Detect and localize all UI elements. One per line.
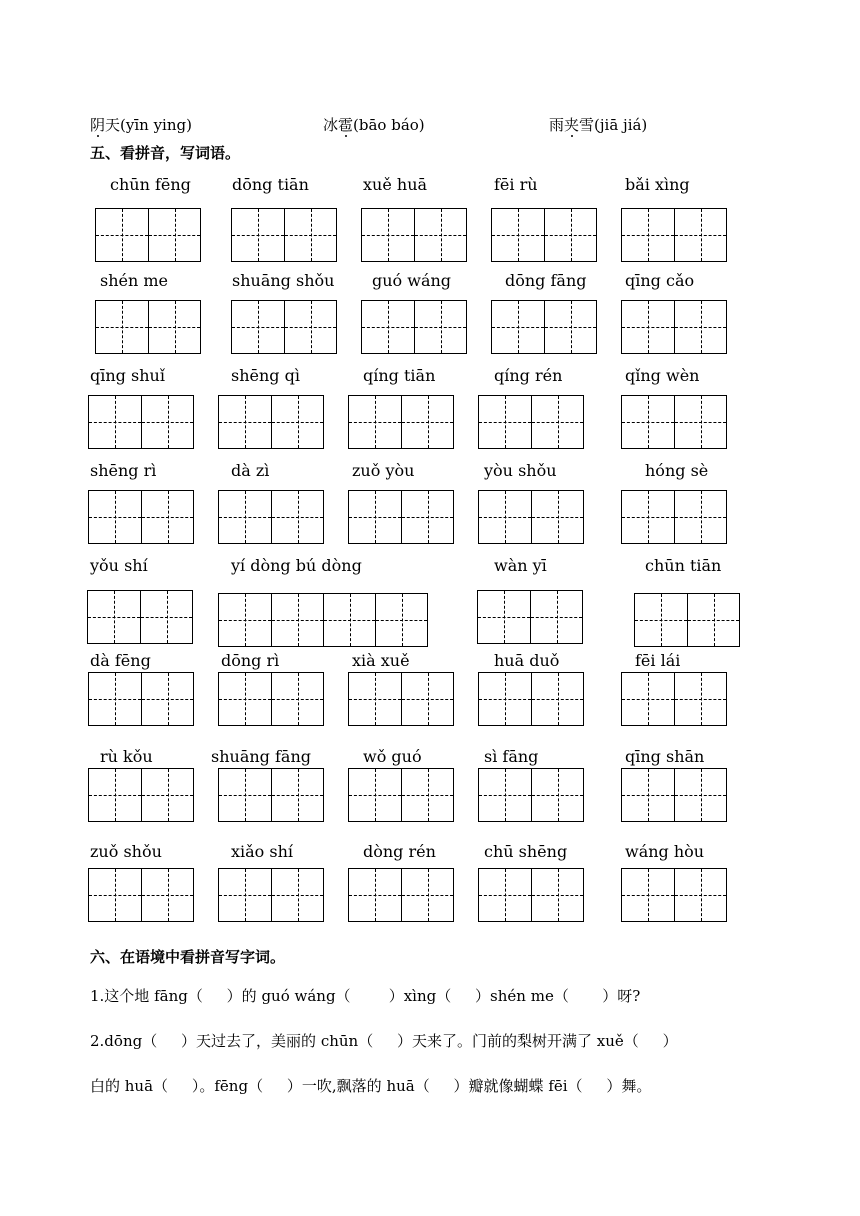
pinyin-label: chū shēng (484, 842, 568, 861)
pinyin-label: chūn fēng (110, 175, 191, 194)
writing-grid[interactable] (348, 868, 454, 922)
writing-grid[interactable] (88, 868, 194, 922)
writing-grid[interactable] (88, 768, 194, 822)
writing-grid[interactable] (348, 395, 454, 449)
writing-grid[interactable] (491, 208, 597, 262)
pinyin-label: dòng rén (363, 842, 436, 861)
pinyin-label: xià xuě (352, 651, 410, 670)
top-item-1-post: 天(yīn ying) (105, 116, 192, 134)
writing-grid[interactable] (478, 868, 584, 922)
writing-grid[interactable] (477, 590, 583, 644)
pinyin-label: qíng rén (494, 366, 563, 385)
writing-grid[interactable] (95, 208, 201, 262)
pinyin-label: sì fāng (484, 747, 539, 766)
writing-grid[interactable] (218, 868, 324, 922)
pinyin-label: qíng tiān (363, 366, 436, 385)
writing-grid[interactable] (231, 208, 337, 262)
writing-grid-four[interactable] (218, 593, 428, 647)
pinyin-label: guó wáng (372, 271, 452, 290)
writing-grid[interactable] (95, 300, 201, 354)
pinyin-label: zuǒ shǒu (90, 842, 162, 861)
pinyin-label: yòu shǒu (484, 461, 557, 480)
writing-grid[interactable] (621, 395, 727, 449)
pinyin-label: hóng sè (645, 461, 709, 480)
writing-grid[interactable] (218, 768, 324, 822)
writing-grid[interactable] (88, 395, 194, 449)
pinyin-label: xuě huā (363, 175, 428, 194)
pinyin-label: wǒ guó (363, 747, 422, 766)
pinyin-label: huā duǒ (494, 651, 560, 670)
pinyin-label: shuāng fāng (211, 747, 311, 766)
pinyin-label: wáng hòu (625, 842, 705, 861)
writing-grid[interactable] (218, 672, 324, 726)
pinyin-label: dōng tiān (232, 175, 309, 194)
writing-grid[interactable] (478, 490, 584, 544)
top-item-2-post: (bāo báo) (353, 116, 425, 134)
writing-grid[interactable] (348, 490, 454, 544)
writing-grid[interactable] (218, 490, 324, 544)
pinyin-label: qīng cǎo (625, 271, 695, 290)
pinyin-label: shén me (100, 271, 169, 290)
top-item-3-dotted-char: 夹 (564, 116, 580, 134)
writing-grid[interactable] (621, 300, 727, 354)
pinyin-label: shēng rì (90, 461, 157, 480)
writing-grid[interactable] (231, 300, 337, 354)
section5-heading: 五、看拼音，写词语。 (90, 144, 241, 162)
top-item-2-pre: 冰 (323, 116, 339, 134)
writing-grid[interactable] (218, 395, 324, 449)
sentence-line-2: 2.dōng（ ）天过去了，美丽的 chūn（ ）天来了。门前的梨树开满了 xuě（ ） (90, 1032, 678, 1050)
pinyin-label: yǒu shí (90, 556, 148, 575)
writing-grid[interactable] (88, 490, 194, 544)
pinyin-label: shēng qì (231, 366, 300, 385)
writing-grid[interactable] (634, 593, 740, 647)
pinyin-label: bǎi xìng (625, 175, 690, 194)
pinyin-label: wàn yī (494, 556, 547, 575)
pinyin-label: rù kǒu (100, 747, 153, 766)
pinyin-label: chūn tiān (645, 556, 722, 575)
pinyin-label: xiǎo shí (231, 842, 294, 861)
top-item-2-dotted-char: 雹 (338, 116, 354, 134)
writing-grid[interactable] (348, 672, 454, 726)
pinyin-label: dà zì (231, 461, 270, 480)
pinyin-label: shuāng shǒu (232, 271, 335, 290)
writing-grid[interactable] (621, 672, 727, 726)
pinyin-label: zuǒ yòu (352, 461, 415, 480)
pinyin-label: fēi lái (635, 651, 681, 670)
writing-grid[interactable] (88, 672, 194, 726)
sentence-line-1: 1.这个地 fāng（ ）的 guó wáng（ ）xìng（ ）shén me（ ）呀? (90, 987, 641, 1005)
writing-grid[interactable] (478, 672, 584, 726)
writing-grid[interactable] (621, 208, 727, 262)
pinyin-label: yí dòng bú dòng (231, 556, 362, 575)
top-item-3 (549, 114, 647, 135)
top-item-1 (90, 114, 192, 135)
writing-grid[interactable] (478, 768, 584, 822)
top-item-2 (323, 114, 425, 135)
writing-grid[interactable] (361, 300, 467, 354)
top-item-1-dotted-char: 阴 (90, 116, 106, 134)
pinyin-label: fēi rù (494, 175, 538, 194)
pinyin-label: qīng shān (625, 747, 705, 766)
pinyin-label: qīng shuǐ (90, 366, 165, 385)
top-item-3-post: 雪(jiā jiá) (579, 116, 648, 134)
writing-grid[interactable] (348, 768, 454, 822)
pinyin-label: dōng fāng (505, 271, 587, 290)
pinyin-label: dà fēng (90, 651, 151, 670)
writing-grid[interactable] (621, 868, 727, 922)
sentence-line-3: 白的 huā（ ）。fēng（ ）一吹,飘落的 huā（ ）瓣就像蝴蝶 fēi（ ）舞。 (90, 1077, 652, 1095)
writing-grid[interactable] (621, 768, 727, 822)
writing-grid[interactable] (621, 490, 727, 544)
pinyin-label: dōng rì (221, 651, 280, 670)
top-item-3-pre: 雨 (549, 116, 565, 134)
writing-grid[interactable] (361, 208, 467, 262)
section6-heading: 六、在语境中看拼音写字词。 (90, 948, 286, 966)
writing-grid[interactable] (478, 395, 584, 449)
pinyin-label: qǐng wèn (625, 366, 700, 385)
writing-grid[interactable] (87, 590, 193, 644)
writing-grid[interactable] (491, 300, 597, 354)
